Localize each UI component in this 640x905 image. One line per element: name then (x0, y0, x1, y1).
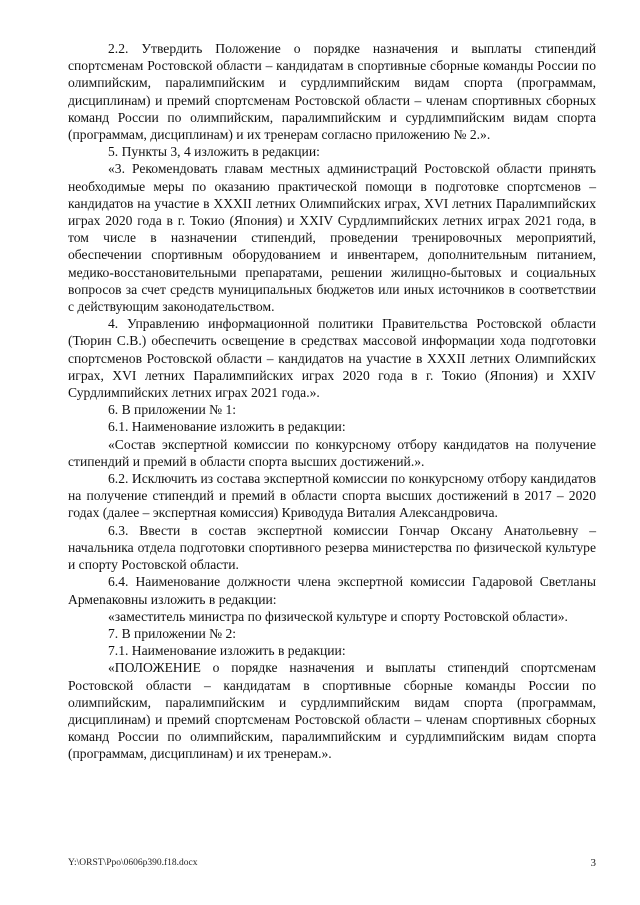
paragraph-6-4: 6.4. Наименование должности члена экспертной комиссии Гадаровой Светланы Армenaковны изложить в редакции: (68, 574, 596, 607)
paragraph-6-2: 6.2. Исключить из состава экспертной комиссии по конкурсному отбору кандидатов на получение стипендий и премий в области спорта высших достижений в 2017 – 2020 годах (далее – экспертная комиссия) Криводуда Виталия Александровича. (68, 471, 596, 521)
paragraph-2-2: 2.2. Утвердить Положение о порядке назначения и выплаты стипендий спортсменам Ростовской области – кандидатам в спортивные сборные команды России по олимпийским, паралимпийским и сурдлимпийским видам спорта (программам, дисциплинам) и премий спортсменам Ростовской области – членам спортивных сборных команд России по олимпийским, паралимпийским и сурдлимпийским видам спорта (программам, дисциплинам) и их тренерам согласно приложению № 2.». (68, 41, 596, 143)
document-body (68, 40, 596, 763)
page-number: 3 (590, 857, 596, 869)
paragraph-6: 6. В приложении № 1: (108, 402, 237, 418)
paragraph-7: 7. В приложении № 2: (108, 625, 237, 641)
paragraph-6-1: 6.1. Наименование изложить в редакции: (108, 419, 346, 435)
paragraph-6-3: 6.3. Ввести в состав экспертной комиссии Гончар Оксану Анатольевну – начальника отдела подготовки спортивного резерва министерства по физической культуре и спорту Ростовской области. (68, 522, 596, 573)
paragraph-5: 5. Пункты 3, 4 изложить в редакции: (108, 144, 320, 160)
paragraph-6-1-text: «Состав экспертной комиссии по конкурсному отбору кандидатов на получение стипендий и премий в области спорта высших достижений.». (68, 436, 596, 469)
paragraph-5-point-4: 4. Управлению информационной политики Правительства Ростовской области (Тюрин С.В.) обеспечить освещение в средствах массовой информации хода подготовки спортсменов Ростовской области – кандидатов на участие в XXXII летних Олимпийских играх, XVI летних Паралимпийских играх 2020 года в г. Токио (Япония) и XXIV Сурдлимпийских летних играх 2021 года.». (68, 316, 596, 401)
paragraph-5-point-3: «3. Рекомендовать главам местных администраций Ростовской области принять необходимые меры по оказанию практической помощи в подготовке спортсменов – кандидатов на участие в XXXII летних Олимпийских играх, XVI летних Паралимпийских играх 2020 года в г. Токио (Япония) и XXIV Сурдлимпийских летних играх 2021 года, в том числе в назначении стипендий, проведении тренировочных мероприятий, обеспечении спортивным оборудованием и инвентарем, дополнительным питанием, медико-восстановительными препаратами, решении жилищно-бытовых и социальных вопросов за счет средств муниципальных бюджетов или иных источников в соответствии с действующим законодательством. (68, 161, 596, 315)
paragraph-7-1: 7.1. Наименование изложить в редакции: (108, 643, 346, 659)
paragraph-6-4-text: «заместитель министра по физической культуре и спорту Ростовской области». (108, 608, 568, 624)
file-path: Y:\ORST\Ppo\0606p390.f18.docx (68, 858, 198, 868)
paragraph-7-1-text: «ПОЛОЖЕНИЕ о порядке назначения и выплаты стипендий спортсменам Ростовской области – кандидатам в спортивные сборные команды России по олимпийским, паралимпийским и сурдлимпийским видам спорта (программам, дисциплинам) и премий спортсменам Ростовской области – членам спортивных сборных команд России по олимпийским, паралимпийским и сурдлимпийским видам спорта (программам, дисциплинам) и их тренерам.». (68, 660, 596, 762)
